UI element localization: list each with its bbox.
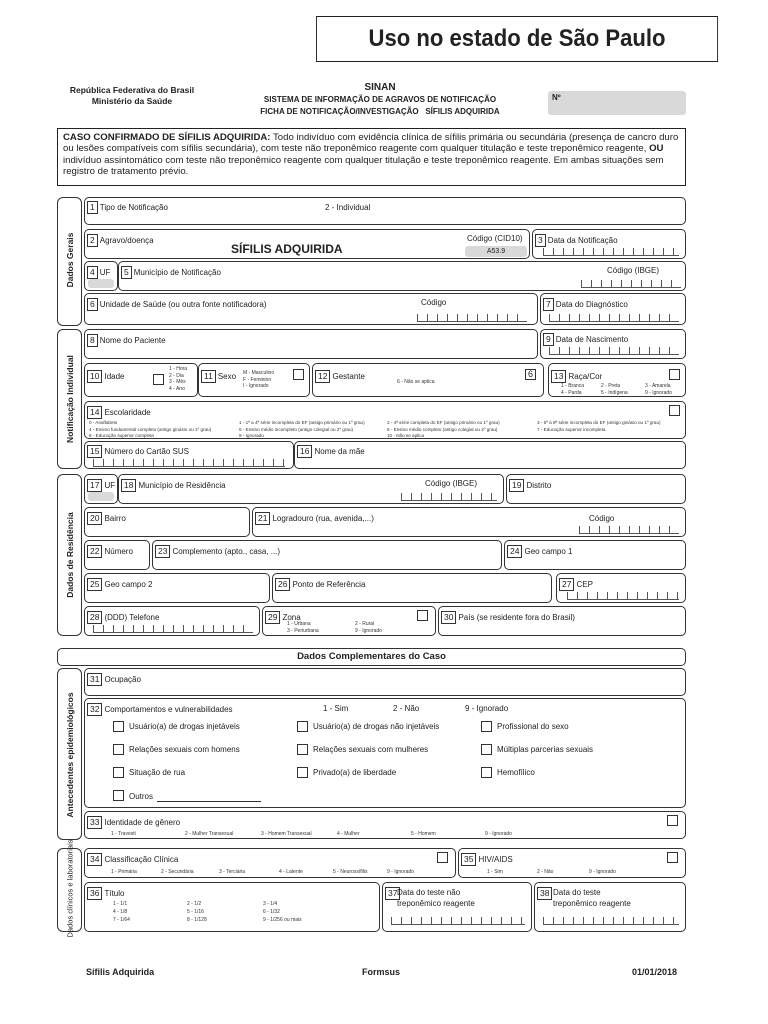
ibge-code-label: Código (IBGE) [425, 479, 478, 488]
field-4-uf[interactable] [84, 261, 118, 291]
field-9-birth-date[interactable] [540, 329, 686, 359]
date-ticks [549, 347, 679, 355]
behavior-incarcerated: Privado(a) de liberdade [313, 768, 397, 777]
notification-type-value: 2 - Individual [325, 203, 371, 212]
cid-value-box [465, 246, 527, 257]
field-number: 37 [385, 887, 400, 900]
sus-ticks [93, 459, 285, 467]
field-7-diagnosis-date[interactable] [540, 293, 686, 325]
field-23-complement[interactable] [152, 540, 502, 570]
field-number: 10 [87, 370, 102, 383]
field-label: UF [99, 268, 111, 277]
behavior-multiple-partners: Múltiplas parcerias sexuais [497, 745, 594, 754]
field-number: 30 [441, 611, 456, 624]
age-unit-checkbox[interactable] [153, 374, 164, 385]
clinical-option: 5 - Neurossífilis [333, 869, 368, 875]
field-25-geo-2[interactable] [84, 573, 270, 603]
section-label-gerais: Dados Gerais [65, 232, 75, 288]
cid-value: A53.9 [486, 248, 506, 255]
uf-value-box [88, 279, 114, 288]
number-label: Nº [552, 93, 561, 102]
field-number: 26 [275, 578, 290, 591]
field-29-zone[interactable] [262, 606, 436, 636]
field-26-reference-point[interactable] [272, 573, 552, 603]
field-number: 32 [87, 703, 102, 716]
system-label: SISTEMA DE INFORMAÇÃO DE AGRAVOS DE NOTIFICAÇÃO [263, 95, 497, 104]
phone-ticks [93, 625, 253, 633]
titer-options-3: 3 - 1/4 6 - 1/32 9 - 1/256 ou mais [263, 901, 302, 923]
definition-text-1: Todo indivíduo com evidência clínica de sífilis primária ou secundária (presença de cancro duro ou lesões compatíveis com sífilis secundária), com teste não treponêmico reagente com qualquer titulação e teste treponêmico reagente, [63, 132, 679, 155]
field-label: Ponto de Referência [292, 580, 366, 589]
field-19-district[interactable] [506, 474, 686, 504]
field-number: 1 [87, 201, 98, 214]
field-number: 4 [87, 266, 98, 279]
behavior-checkbox[interactable] [113, 744, 124, 755]
field-38-treponemal-date[interactable] [534, 882, 686, 932]
behavior-sex-with-men: Relações sexuais com homens [129, 745, 240, 754]
field-label: Ocupação [104, 675, 141, 684]
field-label: CEP [576, 580, 593, 589]
behavior-checkbox[interactable] [297, 767, 308, 778]
field-37-nontreponemal-date[interactable] [382, 882, 532, 932]
gender-option: 9 - Ignorado [485, 831, 512, 837]
field-label: Número [104, 547, 133, 556]
race-options-2: 2 - Preta 5 - Indígena [601, 383, 628, 396]
section-label-individual: Notificação Individual [65, 355, 75, 443]
field-label: Identidade de gênero [104, 818, 181, 827]
street-code-ticks [579, 526, 679, 534]
titer-options-2: 2 - 1/2 5 - 1/16 8 - 1/128 [187, 901, 207, 923]
field-12-pregnant[interactable] [312, 363, 544, 397]
behavior-checkbox[interactable] [113, 721, 124, 732]
education-options-4: 3 - 5ª à 8ª série incompleta do EF (antigo ginásio ou 1º grau) 7 - Educação superior incompleta [537, 420, 661, 432]
complementary-header [57, 648, 686, 666]
behavior-checkbox[interactable] [481, 721, 492, 732]
field-11-sex[interactable] [198, 363, 310, 397]
notification-number-field[interactable] [548, 91, 686, 115]
field-number: 9 [543, 333, 554, 346]
field-30-country[interactable] [438, 606, 686, 636]
date-ticks [391, 917, 525, 925]
section-label-residencia: Dados de Residência [65, 512, 75, 598]
footer-center: Formsus [362, 967, 401, 977]
hiv-checkbox[interactable] [667, 852, 678, 863]
field-number: 13 [551, 370, 566, 383]
hiv-option: 9 - Ignorado [589, 869, 616, 875]
field-label: Geo campo 2 [104, 580, 153, 589]
treponemal-date-label: Data do teste treponêmico reagente [553, 888, 631, 908]
form-title: FICHA DE NOTIFICAÇÃO/INVESTIGAÇÃO SÍFILIS ADQUIRIDA [260, 107, 500, 116]
education-options-3: 2 - 4ª série completa do EF (antigo primário ou 1º grau) 6 - Ensino médio completo (antigo colegial ou 2º grau) 10 - Não se aplica [387, 420, 500, 438]
race-options-3: 3 - Amarela 9 - Ignorado [645, 383, 672, 396]
footer-left: Sífilis Adquirida [86, 967, 155, 977]
race-checkbox[interactable] [669, 369, 680, 380]
behavior-sex-worker: Profissional do sexo [497, 722, 569, 731]
field-8-patient-name[interactable] [84, 329, 538, 359]
field-number: 34 [87, 853, 102, 866]
field-27-cep[interactable] [556, 573, 686, 603]
field-24-geo-1[interactable] [504, 540, 686, 570]
field-label: Distrito [526, 481, 552, 490]
gender-checkbox[interactable] [667, 815, 678, 826]
field-number: 16 [297, 445, 312, 458]
clinical-section-text: Dados clínicos e laboratoriais [65, 839, 75, 938]
field-14-education[interactable] [84, 401, 686, 439]
field-label: Município de Notificação [133, 268, 221, 277]
field-17-uf[interactable] [84, 474, 118, 504]
street-code-label: Código [589, 514, 615, 523]
field-label: Número do Cartão SUS [104, 447, 189, 456]
case-definition [57, 128, 686, 186]
footer-right: 01/01/2018 [632, 967, 678, 977]
option-yes: 1 - Sim [323, 704, 349, 713]
field-label: Idade [104, 372, 125, 381]
state-banner [316, 16, 718, 62]
field-10-age[interactable] [84, 363, 198, 397]
field-2-disease[interactable] [84, 229, 530, 259]
sinan-label: SINAN [364, 82, 396, 93]
field-number: 17 [87, 479, 102, 492]
behavior-hemophiliac: Hemofílico [497, 768, 535, 777]
field-label: Nome do Paciente [99, 336, 166, 345]
field-5-municipality[interactable] [118, 261, 686, 291]
field-label: HIV/AIDS [478, 855, 513, 864]
field-label: Escolaridade [104, 408, 151, 417]
field-16-mother-name[interactable] [294, 441, 686, 469]
zone-options-1: 1 - Urbana 3 - Periurbana [287, 621, 319, 634]
field-18-residence-municipality[interactable] [118, 474, 504, 504]
definition-text-2: indivíduo assintomático com teste não treponêmico reagente com qualquer titulação e teste treponêmico reagente. Em ambas situações sem registro de tratamento prévio. [63, 154, 664, 178]
others-line[interactable] [157, 801, 261, 802]
ibge-ticks [581, 280, 681, 288]
definition-or: OU [649, 143, 664, 155]
race-options-1: 1 - Branca 4 - Parda [561, 383, 585, 396]
unit-code-label: Código [421, 298, 447, 307]
behavior-checkbox[interactable] [113, 767, 124, 778]
sex-options: M - Masculino F - Feminino I - Ignorado [243, 370, 275, 389]
field-number: 14 [87, 406, 102, 419]
field-number: 18 [121, 479, 136, 492]
field-label: Título [104, 889, 125, 898]
field-number: 5 [121, 266, 132, 279]
gender-option: 1 - Travesti [111, 831, 136, 837]
pregnant-checkbox[interactable] [525, 369, 536, 380]
field-36-titer[interactable] [84, 882, 380, 932]
cep-ticks [567, 592, 679, 600]
field-13-race[interactable] [548, 363, 686, 397]
field-34-clinical-classification[interactable] [84, 848, 456, 878]
gender-option: 4 - Mulher [337, 831, 360, 837]
pregnant-options: 6 - Não se aplica [397, 379, 435, 385]
field-number: 38 [537, 887, 552, 900]
field-number: 27 [559, 578, 574, 591]
field-label: Geo campo 1 [524, 547, 573, 556]
hiv-option: 2 - Não [537, 869, 554, 875]
field-number: 7 [543, 298, 554, 311]
behavior-checkbox[interactable] [481, 744, 492, 755]
field-number: 6 [87, 298, 98, 311]
field-number: 22 [87, 545, 102, 558]
field-number: 19 [509, 479, 524, 492]
field-20-neighborhood[interactable] [84, 507, 250, 537]
pregnant-value: 6 [527, 369, 533, 379]
field-35-hiv-aids[interactable] [458, 848, 686, 878]
behavior-others: Outros [129, 792, 154, 801]
clinical-option: 1 - Primária [111, 869, 137, 875]
gender-option: 2 - Mulher Transexual [185, 831, 234, 837]
gender-option: 3 - Homem Transexual [261, 831, 312, 837]
field-6-health-unit[interactable] [84, 293, 538, 325]
field-1-notification-type[interactable] [84, 197, 686, 225]
date-ticks [543, 248, 679, 256]
field-number: 23 [155, 545, 170, 558]
field-label: Gestante [332, 372, 365, 381]
field-number: 11 [201, 370, 216, 383]
field-number: 33 [87, 816, 102, 829]
education-checkbox[interactable] [669, 405, 680, 416]
hiv-option: 1 - Sim [487, 869, 503, 875]
clinical-option: 2 - Secundária [161, 869, 194, 875]
field-label: País (se residente fora do Brasil) [458, 613, 575, 622]
clinical-option: 9 - Ignorado [387, 869, 414, 875]
behavior-checkbox[interactable] [481, 767, 492, 778]
behavior-checkbox[interactable] [297, 744, 308, 755]
ibge-ticks [401, 493, 497, 501]
option-no: 2 - Não [393, 704, 420, 713]
field-31-occupation[interactable] [84, 668, 686, 696]
zone-checkbox[interactable] [417, 610, 428, 621]
field-label: Tipo de Notificação [99, 203, 168, 212]
field-label: Classificação Clínica [104, 855, 179, 864]
field-number: 21 [255, 512, 270, 525]
behavior-sex-with-women: Relações sexuais com mulheres [313, 745, 429, 754]
field-number: 3 [535, 234, 546, 247]
field-number: 12 [315, 370, 330, 383]
field-label: Zona [282, 613, 301, 622]
ibge-code-label: Código (IBGE) [607, 266, 660, 275]
field-33-gender-identity[interactable] [84, 811, 686, 839]
date-ticks [543, 917, 679, 925]
field-label: Comportamentos e vulnerabilidades [104, 705, 233, 714]
field-22-number[interactable] [84, 540, 150, 570]
field-number: 8 [87, 334, 98, 347]
unit-code-ticks [417, 314, 527, 322]
complementary-title: Dados Complementares do Caso [297, 651, 446, 662]
field-number: 15 [87, 445, 102, 458]
field-3-notification-date[interactable] [532, 229, 686, 259]
definition-title: CASO CONFIRMADO DE SÍFILIS ADQUIRIDA: [63, 132, 271, 143]
behavior-homeless: Situação de rua [129, 768, 186, 777]
field-label: Município de Residência [138, 481, 226, 490]
field-label: Raça/Cor [568, 372, 603, 381]
titer-options-1: 1 - 1/1 4 - 1/8 7 - 1/64 [113, 901, 130, 923]
gender-option: 5 - Homem [411, 831, 436, 837]
field-label: Data do Diagnóstico [555, 300, 628, 309]
field-label: UF [104, 481, 116, 490]
clinical-checkbox[interactable] [437, 852, 448, 863]
clinical-option: 4 - Latente [279, 869, 303, 875]
field-number: 29 [265, 611, 280, 624]
field-label: Bairro [104, 514, 126, 523]
field-28-phone[interactable] [84, 606, 260, 636]
field-label: Data da Notificação [547, 236, 618, 245]
field-number: 28 [87, 611, 102, 624]
banner-text: Uso no estado de São Paulo [368, 25, 666, 52]
field-15-sus-card[interactable] [84, 441, 294, 469]
nontreponemal-date-label: Data do teste não treponêmico reagente [397, 888, 475, 908]
field-number: 36 [87, 887, 102, 900]
field-number: 35 [461, 853, 476, 866]
sex-checkbox[interactable] [293, 369, 304, 380]
education-options-2: 1 - 1ª a 4ª série incompleta do EF (antigo primário ou 1º grau) 5 - Ensino médio incompleto (antigo colegial ou 2º grau) 9 - Ignorado [239, 420, 365, 438]
field-number: 31 [87, 673, 102, 686]
field-label: Data de Nascimento [555, 335, 629, 344]
cid-label: Código (CID10) [467, 234, 523, 243]
behavior-checkbox[interactable] [113, 790, 124, 801]
field-32-behaviors[interactable] [84, 698, 686, 808]
disease-value: SÍFILIS ADQUIRIDA [231, 242, 343, 256]
zone-options-2: 2 - Rural 9 - Ignorado [355, 621, 382, 634]
field-label: Complemento (apto., casa, ...) [172, 547, 281, 556]
republic-label: República Federativa do Brasil [69, 85, 195, 95]
uf-value-box [88, 492, 114, 501]
field-number: 24 [507, 545, 522, 558]
behavior-non-injectable-drugs: Usuário(a) de drogas não injetáveis [313, 722, 440, 731]
clinical-option: 3 - Terciária [219, 869, 246, 875]
behavior-checkbox[interactable] [297, 721, 308, 732]
field-label: Unidade de Saúde (ou outra fonte notificadora) [99, 300, 267, 309]
ministry-label: Ministério da Saúde [91, 96, 173, 106]
field-number: 20 [87, 512, 102, 525]
field-label: Sexo [217, 372, 237, 381]
section-label-clinicos [66, 833, 75, 945]
behavior-injectable-drugs: Usuário(a) de drogas injetáveis [129, 722, 240, 731]
field-label: Agravo/doença [99, 236, 154, 245]
option-ignored: 9 - Ignorado [465, 704, 509, 713]
date-ticks [549, 314, 679, 322]
field-number: 2 [87, 234, 98, 247]
field-21-street[interactable] [252, 507, 686, 537]
age-unit-options: 1 - Hora 2 - Dia 3 - Mês 4 - Ano [169, 366, 188, 392]
field-label: Nome da mãe [314, 447, 365, 456]
field-number: 25 [87, 578, 102, 591]
field-label: (DDD) Telefone [104, 613, 160, 622]
section-label-antecedentes: Antecedentes epidemiológicos [65, 692, 75, 818]
field-label: Logradouro (rua, avenida,...) [272, 514, 374, 523]
education-options-1: 0 - Analfabeto 4 - Ensino fundamental completo (antigo ginásio ou 1º grau) 8 - Educação superior completa [89, 420, 212, 438]
